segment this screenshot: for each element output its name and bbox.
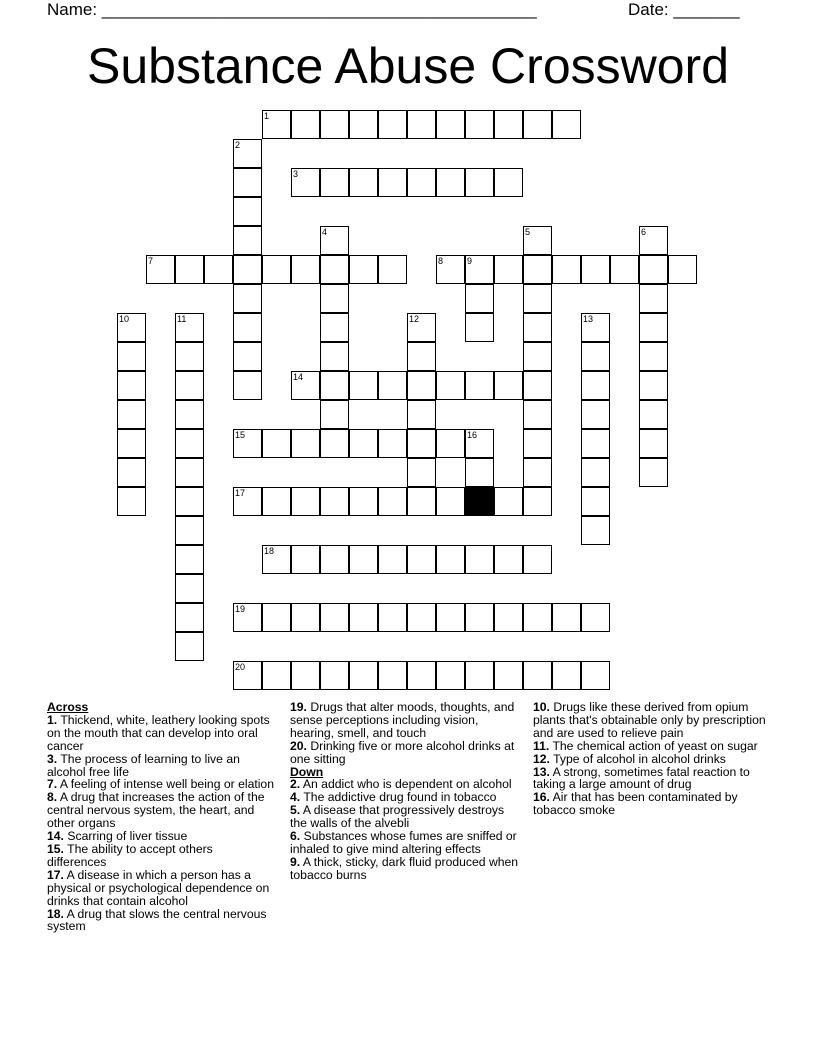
crossword-cell[interactable] (581, 342, 610, 371)
crossword-cell[interactable] (233, 226, 262, 255)
crossword-cell[interactable] (117, 429, 146, 458)
crossword-cell[interactable] (494, 487, 523, 516)
clue-down-9: 9. A thick, sticky, dark fluid produced when tobacco burns (290, 854, 519, 882)
crossword-cell[interactable] (639, 342, 668, 371)
clue-number-label: 16 (467, 430, 478, 440)
crossword-cell[interactable] (291, 371, 320, 400)
crossword-cell[interactable] (523, 371, 552, 400)
clue-across-20: 20. Drinking five or more alcohol drinks at one sitting (290, 738, 515, 766)
crossword-cell[interactable] (494, 168, 523, 197)
crossword-cell[interactable] (320, 342, 349, 371)
crossword-cell[interactable] (523, 400, 552, 429)
crossword-cell[interactable] (291, 168, 320, 197)
crossword-cell[interactable] (465, 429, 494, 458)
crossword-cell[interactable] (610, 255, 639, 284)
crossword-cell[interactable] (291, 603, 320, 632)
clue-across-15: 15. The ability to accept others differences (47, 841, 213, 869)
crossword-cell[interactable] (668, 255, 697, 284)
crossword-cell[interactable] (639, 458, 668, 487)
crossword-cell[interactable] (581, 487, 610, 516)
crossword-cell[interactable] (175, 574, 204, 603)
clue-down-10: 10. Drugs like these derived from opium plants that's obtainable only by prescription and are used to relieve pain (533, 700, 766, 740)
crossword-cell[interactable] (320, 429, 349, 458)
crossword-cell[interactable] (320, 487, 349, 516)
crossword-cell[interactable] (639, 371, 668, 400)
crossword-cell[interactable] (349, 168, 378, 197)
crossword-cell[interactable] (291, 661, 320, 690)
crossword-cell[interactable] (639, 226, 668, 255)
crossword-cell[interactable] (175, 255, 204, 284)
crossword-cell[interactable] (407, 661, 436, 690)
crossword-cell[interactable] (407, 487, 436, 516)
crossword-cell[interactable] (378, 661, 407, 690)
crossword-cell[interactable] (494, 371, 523, 400)
crossword-cell[interactable] (639, 313, 668, 342)
clue-number-label: 4 (322, 227, 328, 237)
clue-number-label: 9 (467, 256, 473, 266)
crossword-cell[interactable] (581, 603, 610, 632)
crossword-cell[interactable] (494, 110, 523, 139)
crossword-cell[interactable] (320, 226, 349, 255)
clue-number-label: 11 (177, 314, 187, 324)
crossword-cell[interactable] (494, 255, 523, 284)
crossword-cell[interactable] (407, 110, 436, 139)
across-heading: Across (47, 700, 89, 714)
crossword-cell[interactable] (117, 458, 146, 487)
crossword-cell[interactable] (523, 603, 552, 632)
crossword-cell[interactable] (262, 661, 291, 690)
crossword-cell[interactable] (349, 429, 378, 458)
crossword-cell[interactable] (233, 284, 262, 313)
page-title: Substance Abuse Crossword (86, 38, 730, 94)
crossword-cell[interactable] (581, 400, 610, 429)
clue-number-label: 20 (235, 662, 246, 672)
crossword-cell[interactable] (117, 313, 146, 342)
crossword-cell[interactable] (146, 255, 175, 284)
crossword-cell[interactable] (378, 168, 407, 197)
crossword-cell[interactable] (407, 458, 436, 487)
crossword-cell[interactable] (233, 371, 262, 400)
crossword-cell[interactable] (436, 371, 465, 400)
crossword-cell[interactable] (291, 487, 320, 516)
crossword-cell[interactable] (320, 168, 349, 197)
crossword-cell[interactable] (378, 603, 407, 632)
crossword-cell[interactable] (320, 661, 349, 690)
crossword-cell[interactable] (175, 487, 204, 516)
clue-number-label: 1 (264, 111, 270, 121)
crossword-cell[interactable] (436, 545, 465, 574)
crossword-cell[interactable] (639, 400, 668, 429)
clue-number-label: 2 (235, 140, 241, 150)
name-field[interactable]: Name: ______________________________________________ (47, 0, 537, 19)
crossword-cell[interactable] (523, 429, 552, 458)
crossword-cell[interactable] (117, 342, 146, 371)
crossword-cell[interactable] (291, 429, 320, 458)
crossword-cell[interactable] (407, 371, 436, 400)
clue-down-16: 16. Air that has been contaminated by tobacco smoke (533, 790, 738, 818)
date-field[interactable]: Date: _______ (628, 0, 740, 19)
clue-number-label: 5 (525, 227, 531, 237)
crossword-cell[interactable] (233, 197, 262, 226)
crossword-cell[interactable] (523, 255, 552, 284)
crossword-cell[interactable] (407, 168, 436, 197)
crossword-cell[interactable] (407, 429, 436, 458)
crossword-cell[interactable] (175, 371, 204, 400)
clue-down-13: 13. A strong, sometimes fatal reaction to taking a large amount of drug (533, 764, 750, 792)
crossword-cell[interactable] (436, 487, 465, 516)
crossword-cell[interactable] (639, 255, 668, 284)
crossword-cell[interactable] (233, 139, 262, 168)
clue-across-18: 18. A drug that slows the central nervous system (47, 906, 267, 934)
clue-number-label: 19 (235, 604, 246, 614)
crossword-cell[interactable] (175, 603, 204, 632)
clue-number-label: 7 (148, 256, 154, 266)
crossword-cell[interactable] (349, 110, 378, 139)
crossword-cell[interactable] (175, 516, 204, 545)
crossword-cell[interactable] (465, 110, 494, 139)
clue-number-label: 17 (235, 488, 246, 498)
crossword-cell[interactable] (465, 458, 494, 487)
crossword-cell[interactable] (320, 284, 349, 313)
crossword-cell[interactable] (233, 342, 262, 371)
crossword-cell[interactable] (349, 603, 378, 632)
crossword-cell[interactable] (465, 371, 494, 400)
crossword-cell[interactable] (581, 371, 610, 400)
crossword-cell[interactable] (552, 603, 581, 632)
crossword-cell[interactable] (378, 110, 407, 139)
crossword-cell[interactable] (523, 284, 552, 313)
crossword-cell[interactable] (378, 371, 407, 400)
crossword-cell[interactable] (523, 110, 552, 139)
black-square (465, 487, 494, 516)
crossword-cell[interactable] (494, 603, 523, 632)
crossword-cell[interactable] (262, 255, 291, 284)
crossword-cell[interactable] (262, 603, 291, 632)
clue-down-5: 5. A disease that progressively destroys the walls of the alvebli (290, 803, 505, 831)
crossword-cell[interactable] (378, 429, 407, 458)
crossword-cell[interactable] (320, 371, 349, 400)
clue-across-19: 19. Drugs that alter moods, thoughts, and sense perceptions including vision, hearing, smell, and touch (290, 700, 515, 740)
clue-number-label: 10 (119, 314, 130, 324)
crossword-cell[interactable] (233, 255, 262, 284)
crossword-cell[interactable] (175, 400, 204, 429)
crossword-cell[interactable] (552, 255, 581, 284)
crossword-cell[interactable] (233, 429, 262, 458)
crossword-cell[interactable] (436, 168, 465, 197)
crossword-cell[interactable] (378, 487, 407, 516)
clue-number-label: 13 (583, 314, 594, 324)
clue-across-8: 8. A drug that increases the action of the central nervous system, the heart, and other organs (47, 790, 265, 831)
crossword-cell[interactable] (320, 400, 349, 429)
crossword-cell[interactable] (465, 284, 494, 313)
crossword-cell[interactable] (175, 458, 204, 487)
crossword-cell[interactable] (465, 255, 494, 284)
clue-down-12: 12. Type of alcohol in alcohol drinks (533, 751, 726, 766)
crossword-cell[interactable] (639, 284, 668, 313)
clue-number-label: 12 (409, 314, 420, 324)
crossword-cell[interactable] (639, 429, 668, 458)
crossword-cell[interactable] (262, 487, 291, 516)
crossword-cell[interactable] (349, 661, 378, 690)
crossword-cell[interactable] (349, 545, 378, 574)
crossword-cell[interactable] (465, 313, 494, 342)
crossword-cell[interactable] (175, 632, 204, 661)
crossword-cell[interactable] (320, 603, 349, 632)
clue-across-17: 17. A disease in which a person has a physical or psychological dependence on drinks that contain alcohol (47, 867, 270, 908)
crossword-cell[interactable] (465, 603, 494, 632)
clue-down-6: 6. Substances whose fumes are sniffed or inhaled to give mind altering effects (290, 829, 517, 856)
clue-number-label: 3 (293, 169, 299, 179)
crossword-cell[interactable] (581, 429, 610, 458)
clue-number-label: 8 (438, 256, 444, 266)
crossword-cell[interactable] (581, 661, 610, 690)
clue-number-label: 18 (264, 546, 275, 556)
crossword-cell[interactable] (378, 545, 407, 574)
crossword-cell[interactable] (465, 661, 494, 690)
clue-down-4: 4. The addictive drug found in tobacco (290, 790, 497, 805)
crossword-cell[interactable] (175, 545, 204, 574)
crossword-cell[interactable] (581, 313, 610, 342)
crossword-cell[interactable] (233, 661, 262, 690)
crossword-cell[interactable] (233, 168, 262, 197)
crossword-cell[interactable] (262, 545, 291, 574)
crossword-cell[interactable] (523, 661, 552, 690)
crossword-cell[interactable] (175, 342, 204, 371)
crossword-cell[interactable] (552, 661, 581, 690)
crossword-cell[interactable] (291, 110, 320, 139)
crossword-cell[interactable] (349, 255, 378, 284)
crossword-cell[interactable] (581, 458, 610, 487)
crossword-cell[interactable] (523, 226, 552, 255)
crossword-cell[interactable] (436, 603, 465, 632)
crossword-cell[interactable] (320, 110, 349, 139)
crossword-cell[interactable] (523, 458, 552, 487)
crossword-cell[interactable] (262, 110, 291, 139)
crossword-cell[interactable] (436, 429, 465, 458)
crossword-cell[interactable] (349, 487, 378, 516)
crossword-cell[interactable] (233, 603, 262, 632)
crossword-cell[interactable] (378, 255, 407, 284)
crossword-cell[interactable] (117, 400, 146, 429)
crossword-cell[interactable] (204, 255, 233, 284)
crossword-cell[interactable] (494, 661, 523, 690)
crossword-cell[interactable] (407, 545, 436, 574)
crossword-cell[interactable] (175, 429, 204, 458)
clue-down-2: 2. An addict who is dependent on alcohol (290, 777, 512, 792)
crossword-cell[interactable] (349, 371, 378, 400)
crossword-cell[interactable] (494, 545, 523, 574)
clue-column-3 (533, 701, 769, 817)
crossword-cell[interactable] (436, 661, 465, 690)
crossword-cell[interactable] (465, 168, 494, 197)
crossword-cell[interactable] (436, 255, 465, 284)
crossword-cell[interactable] (552, 110, 581, 139)
clue-down-11: 11. The chemical action of yeast on sugar (533, 738, 758, 753)
crossword-cell[interactable] (291, 255, 320, 284)
crossword-cell[interactable] (465, 545, 494, 574)
clue-across-1: 1. Thickend, white, leathery looking spots on the mouth that can develop into oral cancer (47, 712, 270, 753)
crossword-cell[interactable] (233, 487, 262, 516)
clue-number-label: 15 (235, 430, 246, 440)
clue-across-3: 3. The process of learning to live an alcohol free life (47, 751, 240, 779)
clue-number-label: 6 (641, 227, 647, 237)
crossword-cell[interactable] (320, 545, 349, 574)
crossword-cell[interactable] (291, 545, 320, 574)
crossword-cell[interactable] (407, 603, 436, 632)
crossword-cell[interactable] (523, 313, 552, 342)
clue-column-1 (47, 701, 275, 933)
crossword-cell[interactable] (262, 429, 291, 458)
crossword-cell[interactable] (523, 487, 552, 516)
crossword-cell[interactable] (320, 313, 349, 342)
clue-across-14: 14. Scarring of liver tissue (47, 829, 188, 844)
crossword-cell[interactable] (523, 342, 552, 371)
clue-column-2 (290, 701, 522, 882)
clue-across-7: 7. A feeling of intense well being or elation (47, 777, 274, 792)
crossword-cell[interactable] (117, 371, 146, 400)
crossword-cell[interactable] (117, 487, 146, 516)
crossword-cell[interactable] (407, 342, 436, 371)
crossword-cell[interactable] (581, 255, 610, 284)
clue-number-label: 14 (293, 372, 304, 382)
crossword-cell[interactable] (407, 313, 436, 342)
down-heading: Down (290, 764, 324, 779)
crossword-cell[interactable] (436, 110, 465, 139)
crossword-cell[interactable] (407, 400, 436, 429)
crossword-cell[interactable] (175, 313, 204, 342)
crossword-cell[interactable] (233, 313, 262, 342)
crossword-cell[interactable] (581, 516, 610, 545)
crossword-cell[interactable] (320, 255, 349, 284)
crossword-cell[interactable] (523, 545, 552, 574)
